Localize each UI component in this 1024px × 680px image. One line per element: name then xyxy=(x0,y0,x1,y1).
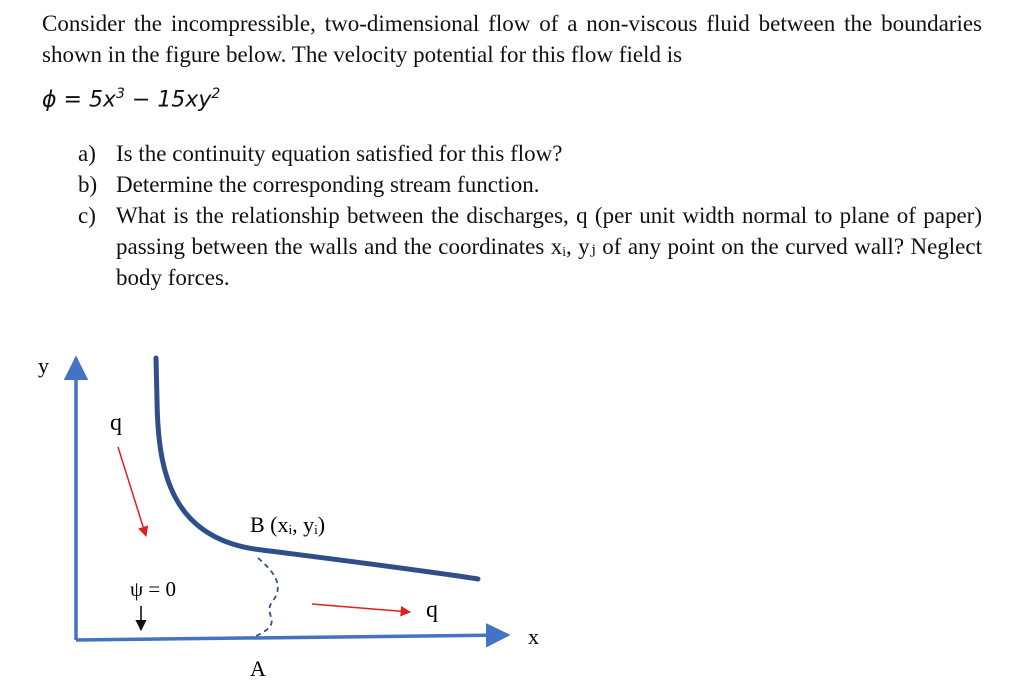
question-item xyxy=(78,200,982,293)
point-b-label: B (xᵢ, yᵢ) xyxy=(250,512,326,537)
x-axis xyxy=(76,635,508,640)
problem-intro: Consider the incompressible, two-dimensional flow of a non-viscous fluid between the boundaries shown in the figure below. The velocity potential for this flow field is xyxy=(42,11,982,67)
question-text: What is the relationship between the discharges, q (per unit width normal to plane of paper) passing between the walls and the coordinates xᵢ, yⱼ of any point on the curved wall? Neglect body forces. xyxy=(116,203,982,290)
inflow-arrow xyxy=(118,447,146,536)
term-one: 5x xyxy=(88,87,116,113)
inflow-q-label: q xyxy=(110,410,122,436)
flow-figure xyxy=(0,330,1024,680)
outflow-arrow xyxy=(312,604,410,612)
y-axis-label: y xyxy=(38,353,49,378)
equals-sign: = xyxy=(56,87,89,113)
curved-wall xyxy=(156,358,478,579)
question-label: a) xyxy=(78,141,96,166)
dashed-ab-line xyxy=(256,558,278,636)
outflow-q-label: q xyxy=(426,597,438,623)
question-text: Is the continuity equation satisfied for this flow? xyxy=(116,141,563,166)
question-item xyxy=(78,169,982,200)
phi-symbol: ϕ xyxy=(42,87,57,113)
term-two: 15xy xyxy=(157,87,212,113)
exponent-one: 3 xyxy=(115,86,125,102)
x-axis-label: x xyxy=(528,624,539,649)
exponent-two: 2 xyxy=(211,86,221,102)
question-label: c) xyxy=(78,203,96,228)
minus-sign: − xyxy=(124,87,158,113)
question-item xyxy=(78,138,982,169)
streamline-label: ψ = 0 xyxy=(130,577,176,601)
velocity-potential-equation xyxy=(42,86,220,112)
question-label: b) xyxy=(78,172,98,197)
question-text: Determine the corresponding stream function. xyxy=(116,172,540,197)
point-a-label: A xyxy=(250,656,266,680)
question-list xyxy=(78,138,982,293)
